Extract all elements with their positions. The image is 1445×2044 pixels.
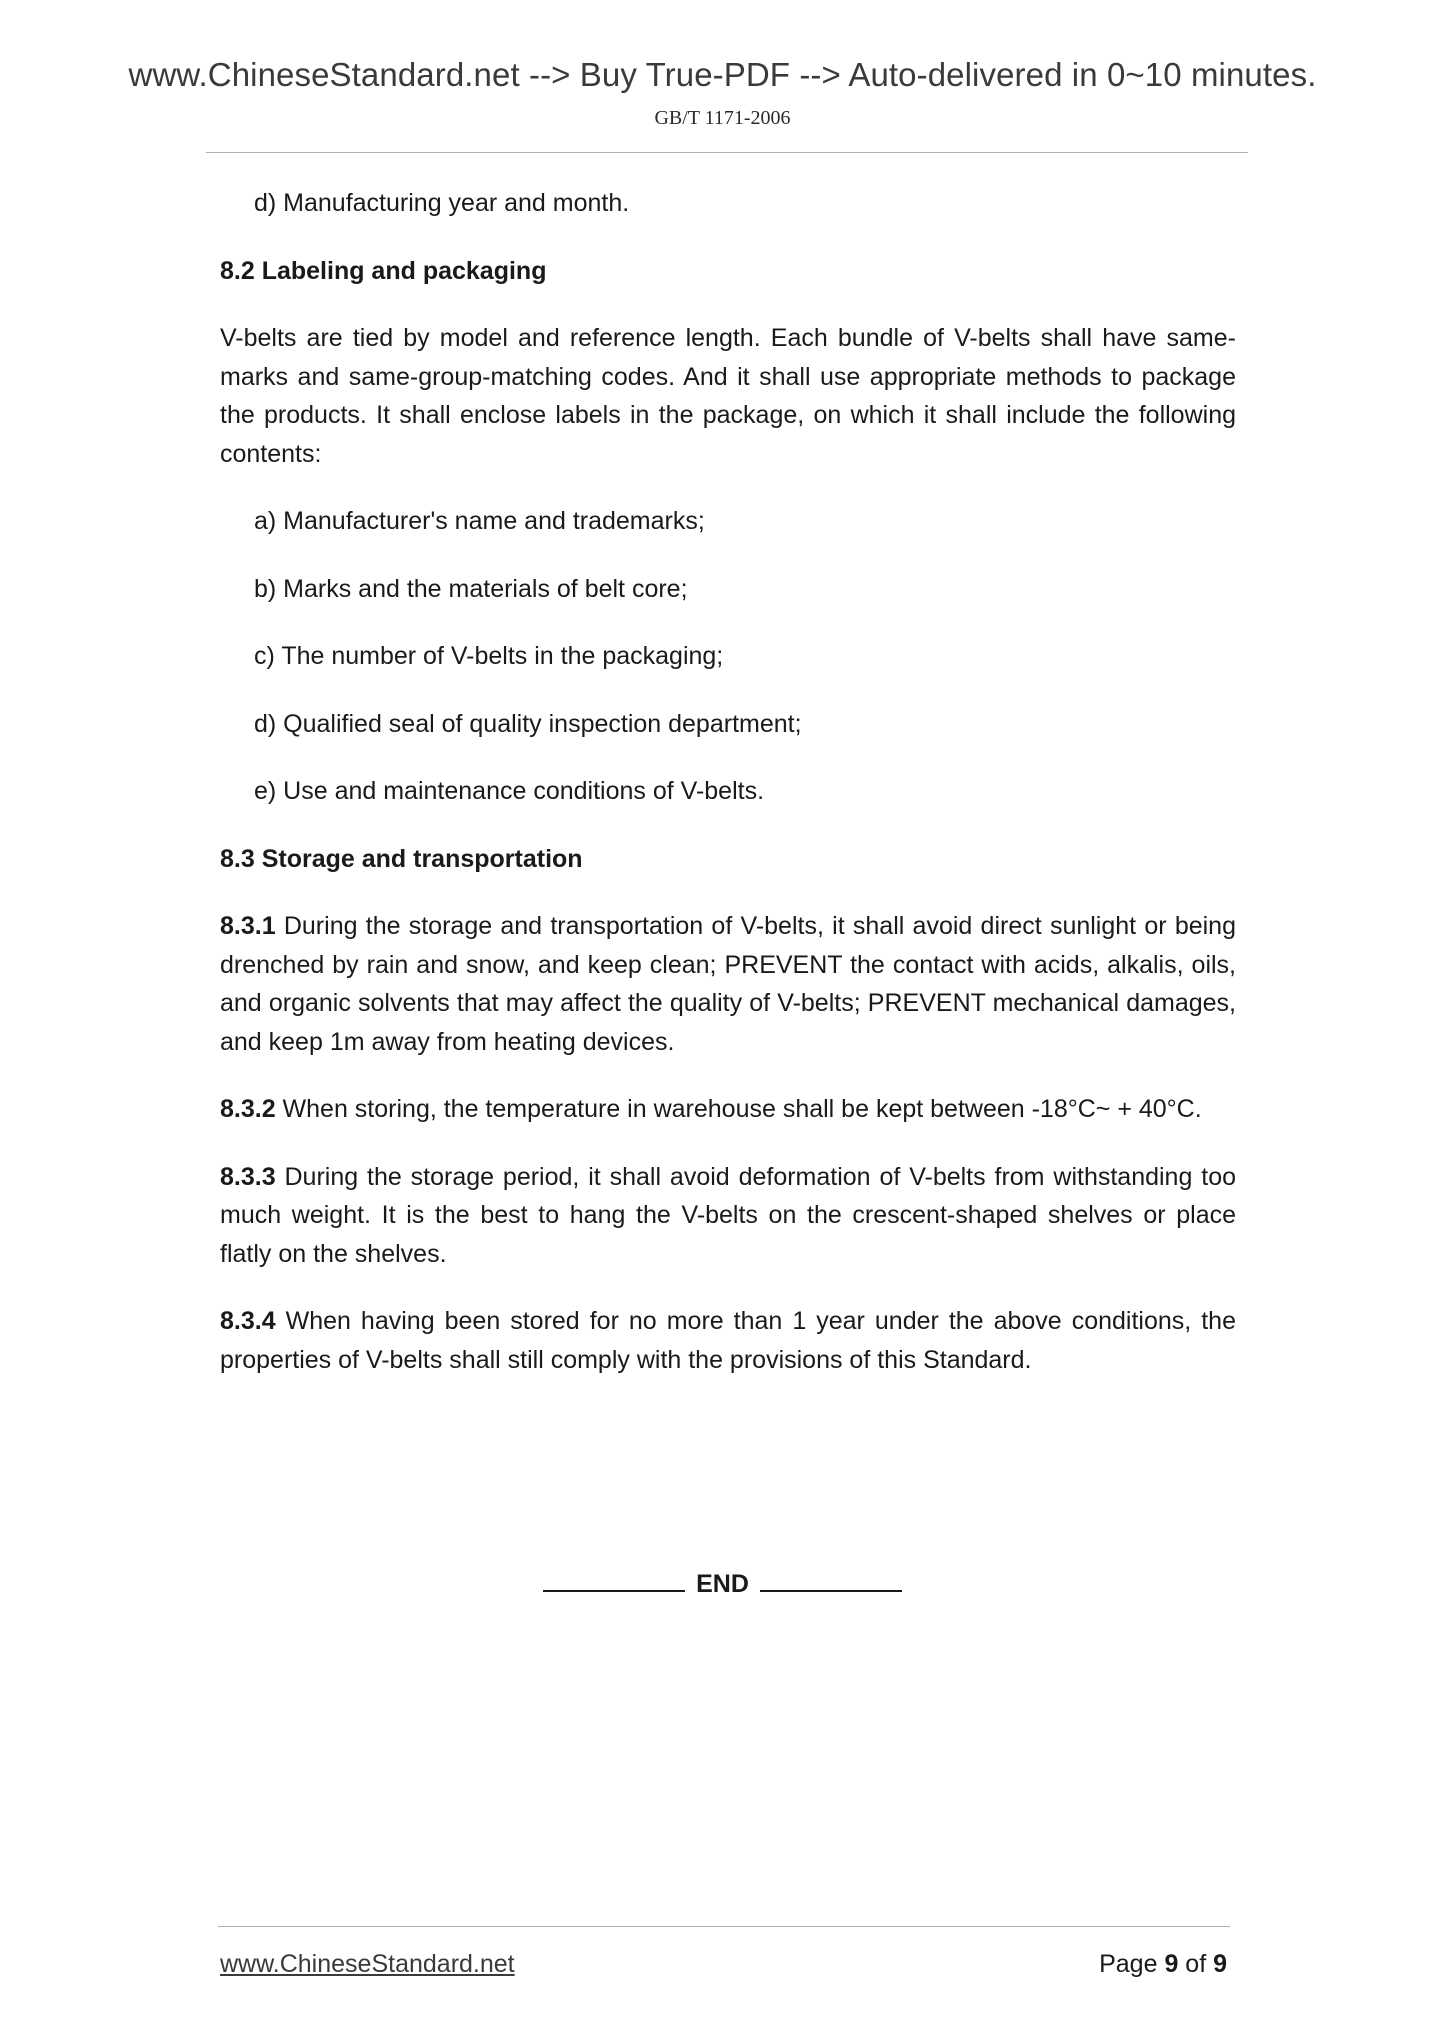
clause-8-3-3: [220, 1158, 1236, 1274]
header-divider: [206, 152, 1248, 153]
standard-code: GB/T 1171-2006: [654, 107, 791, 129]
clause-number: 8.3.3: [220, 1162, 276, 1191]
page-current: 9: [1164, 1950, 1179, 1978]
footer-site-link[interactable]: www.ChineseStandard.net: [220, 1950, 515, 1978]
clause-8-3-2: [220, 1090, 1236, 1129]
clause-8-3-1: [220, 907, 1236, 1061]
list-item: c) The number of V-belts in the packaging;: [254, 642, 724, 670]
list-item: b) Marks and the materials of belt core;: [254, 574, 688, 603]
footer-divider: [218, 1926, 1230, 1927]
section-heading-8-2: 8.2 Labeling and packaging: [220, 256, 547, 285]
page-indicator: [1099, 1950, 1227, 1979]
page-total: 9: [1213, 1950, 1227, 1978]
end-rule-right: [760, 1570, 902, 1592]
list-item: a) Manufacturer's name and trademarks;: [254, 507, 705, 535]
page-middle: of: [1178, 1950, 1214, 1978]
list-item: d) Qualified seal of quality inspection department;: [254, 709, 802, 738]
clause-number: 8.3.4: [220, 1307, 276, 1335]
end-marker: [0, 1570, 1445, 1599]
clause-number: 8.3.2: [220, 1095, 276, 1123]
clause-8-3-4: [220, 1302, 1236, 1379]
list-item: d) Manufacturing year and month.: [254, 189, 630, 217]
end-rule-left: [543, 1570, 685, 1592]
section-heading-8-3: 8.3 Storage and transportation: [220, 844, 583, 873]
page-prefix: Page: [1099, 1950, 1165, 1978]
site-banner: www.ChineseStandard.net --> Buy True-PDF --> Auto-delivered in 0~10 minutes.: [128, 56, 1317, 93]
document-body: [220, 184, 1236, 1379]
clause-text: During the storage and transportation of V-belts, it shall avoid direct sunlight or being drenched by rain and snow, and keep clean; PREVENT the contact with acids, alkalis, oils, and organic solvents that may affect the quality of V-belts; PREVENT mechanical damages, and keep 1m away from heating devices.: [220, 912, 1236, 1056]
end-label: END: [696, 1570, 749, 1598]
paragraph-8-2: V-belts are tied by model and reference length. Each bundle of V-belts shall have same-marks and same-group-matching codes. And it shall use appropriate methods to package the products. It shall enclose labels in the package, on which it shall include the following contents:: [220, 324, 1236, 468]
clause-number: 8.3.1: [220, 912, 276, 940]
clause-text: When storing, the temperature in warehouse shall be kept between -18°C~ + 40°C.: [275, 1095, 1202, 1123]
clause-text: When having been stored for no more than 1 year under the above conditions, the properties of V-belts shall still comply with the provisions of this Standard.: [220, 1307, 1236, 1374]
clause-text: During the storage period, it shall avoid deformation of V-belts from withstanding too much weight. It is the best to hang the V-belts on the crescent-shaped shelves or place flatly on the shelves.: [220, 1162, 1236, 1268]
list-item: e) Use and maintenance conditions of V-belts.: [254, 777, 765, 805]
